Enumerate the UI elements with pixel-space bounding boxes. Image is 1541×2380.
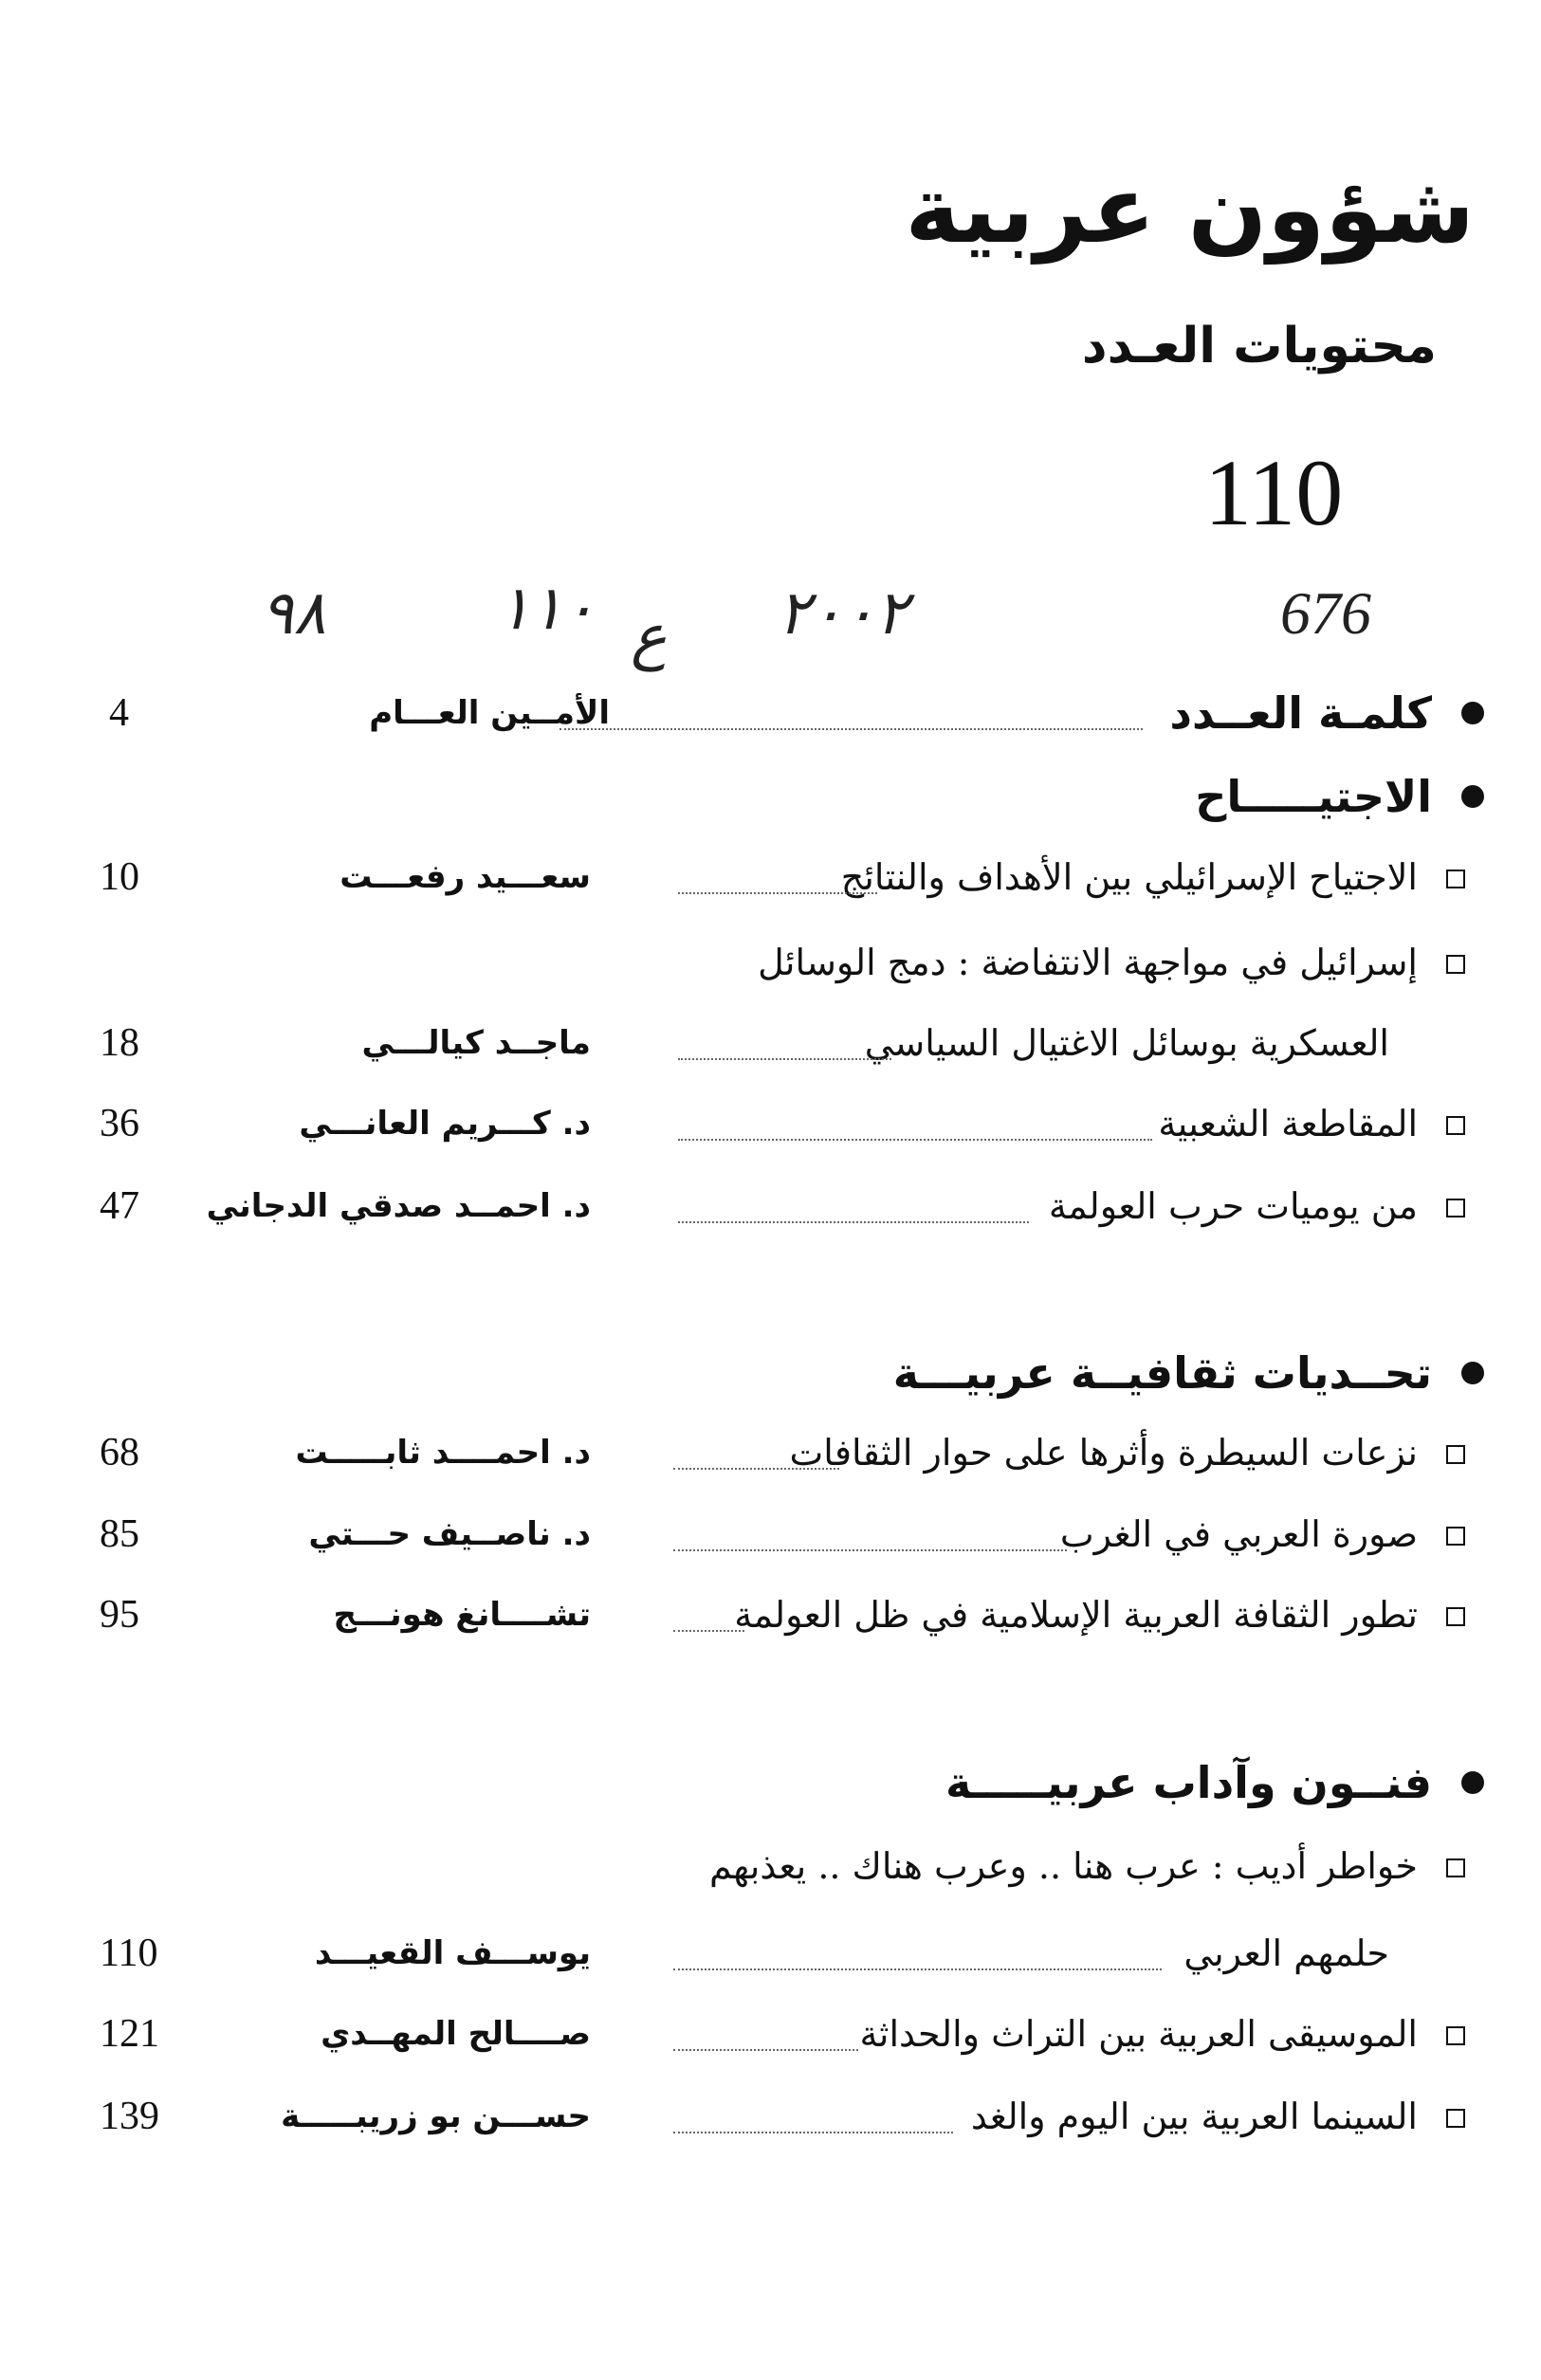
bullet-icon bbox=[1461, 702, 1484, 724]
checkbox-icon bbox=[1446, 2109, 1465, 2128]
toc-entry[interactable] bbox=[100, 1996, 1465, 2072]
leader-dots bbox=[678, 1221, 1029, 1223]
section-header-cultural-challenges bbox=[62, 1335, 1484, 1411]
section-header-issue-word bbox=[62, 675, 1484, 751]
section-title: تحــديات ثقافيــة عربيـــة bbox=[892, 1347, 1432, 1399]
checkbox-icon bbox=[1446, 1527, 1465, 1546]
entry-page-number: 10 bbox=[100, 855, 139, 899]
issue-number: 110 bbox=[1204, 440, 1344, 545]
handwritten-note-catalog: 676 bbox=[1280, 579, 1371, 647]
checkbox-icon bbox=[1446, 1199, 1465, 1217]
entry-title: تطور الثقافة العربية الإسلامية في ظل العولمة bbox=[734, 1594, 1418, 1636]
entry-title: نزعات السيطرة وأثرها على حوار الثقافات bbox=[789, 1432, 1418, 1474]
entry-page-number: 47 bbox=[100, 1184, 139, 1228]
entry-title: الموسيقى العربية بين التراث والحداثة bbox=[859, 2013, 1418, 2055]
leader-dots bbox=[678, 892, 877, 894]
leader-dots bbox=[673, 1549, 1067, 1551]
toc-entry[interactable] bbox=[100, 2078, 1465, 2154]
entry-author: د. ناصــيف حـــتي bbox=[308, 1515, 591, 1553]
checkbox-icon bbox=[1446, 1858, 1465, 1877]
checkbox-icon bbox=[1446, 1607, 1465, 1626]
entry-author: الأمــين العـــام bbox=[369, 694, 610, 732]
checkbox-icon bbox=[1446, 870, 1465, 888]
leader-dots bbox=[678, 1058, 891, 1060]
leader-dots bbox=[673, 2132, 953, 2133]
toc-entry[interactable] bbox=[100, 1086, 1465, 1162]
handwritten-note-number: ٩٨ bbox=[261, 579, 326, 647]
leader-dots bbox=[673, 2049, 858, 2051]
toc-entry[interactable] bbox=[100, 1496, 1465, 1572]
entry-title: من يوميات حرب العولمة bbox=[1048, 1185, 1418, 1227]
checkbox-icon bbox=[1446, 1445, 1465, 1464]
leader-dots bbox=[678, 1139, 1152, 1141]
entry-author: سعـــيد رفعـــت bbox=[339, 858, 591, 896]
section-header-arts-literature bbox=[62, 1745, 1484, 1821]
entry-page-number: 4 bbox=[109, 691, 129, 735]
entry-title-line1: خواطر أديب : عرب هنا .. وعرب هناك .. يعذبهم bbox=[709, 1845, 1418, 1887]
toc-entry[interactable] bbox=[100, 839, 1465, 915]
section-header-invasion bbox=[62, 759, 1484, 834]
entry-title-line2: العسكرية بوسائل الاغتيال السياسي bbox=[864, 1022, 1389, 1064]
toc-entry[interactable] bbox=[100, 925, 1465, 1000]
entry-page-number: 121 bbox=[100, 2012, 159, 2056]
entry-author: تشــــانغ هونـــج bbox=[333, 1596, 591, 1634]
section-title: الاجتيـــــاح bbox=[1195, 771, 1432, 822]
entry-title-line1: إسرائيل في مواجهة الانتفاضة : دمج الوسائل bbox=[758, 942, 1418, 983]
bullet-icon bbox=[1461, 1771, 1484, 1794]
leader-dots bbox=[673, 1968, 1162, 1970]
handwritten-note-issue-letter: ع bbox=[631, 603, 668, 670]
entry-title: صورة العربي في الغرب bbox=[1059, 1513, 1418, 1555]
toc-entry[interactable] bbox=[100, 1415, 1465, 1491]
checkbox-icon bbox=[1446, 2026, 1465, 2045]
entry-author: د. احمــــد ثابـــــت bbox=[295, 1434, 591, 1472]
entry-author: د. احمــد صدقي الدجاني bbox=[206, 1187, 591, 1225]
toc-entry-continuation[interactable] bbox=[100, 1005, 1465, 1081]
entry-title: الاجتياح الإسرائيلي بين الأهداف والنتائج bbox=[840, 856, 1418, 898]
checkbox-icon bbox=[1446, 1116, 1465, 1135]
entry-page-number: 85 bbox=[100, 1512, 139, 1556]
entry-author: حســـن بو زريبـــــة bbox=[281, 2097, 591, 2135]
leader-dots bbox=[673, 1468, 839, 1470]
entry-title: السينما العربية بين اليوم والغد bbox=[970, 2096, 1418, 2137]
entry-author: يوســـف القعيـــد bbox=[314, 1934, 591, 1972]
entry-title-line2: حلمهم العربي bbox=[1183, 1932, 1389, 1974]
entry-page-number: 18 bbox=[100, 1021, 139, 1065]
entry-page-number: 95 bbox=[100, 1593, 139, 1637]
entry-page-number: 110 bbox=[100, 1931, 158, 1975]
leader-dots bbox=[560, 728, 1143, 730]
entry-title: المقاطعة الشعبية bbox=[1158, 1103, 1418, 1144]
entry-page-number: 68 bbox=[100, 1431, 139, 1474]
magazine-title: شؤون عربية bbox=[905, 156, 1475, 265]
entry-author: صــــالح المهــدي bbox=[321, 2015, 591, 2053]
handwritten-note-year: ٢٠٠٢ bbox=[778, 579, 908, 647]
handwritten-note-issue: ١١٠ bbox=[498, 575, 596, 642]
toc-entry[interactable] bbox=[100, 1828, 1465, 1904]
section-title: كلمـة العــدد bbox=[1169, 687, 1432, 739]
entry-page-number: 139 bbox=[100, 2095, 159, 2138]
bullet-icon bbox=[1461, 785, 1484, 808]
bullet-icon bbox=[1461, 1362, 1484, 1384]
toc-entry-continuation[interactable] bbox=[100, 1915, 1465, 1991]
checkbox-icon bbox=[1446, 955, 1465, 974]
section-title: فنــون وآداب عربيـــــة bbox=[945, 1757, 1432, 1808]
entry-author: ماجــد كيالـــي bbox=[361, 1024, 591, 1062]
toc-entry[interactable] bbox=[100, 1168, 1465, 1244]
leader-dots bbox=[673, 1630, 744, 1632]
entry-author: د. كـــريم العانـــي bbox=[299, 1105, 591, 1143]
entry-page-number: 36 bbox=[100, 1102, 139, 1145]
toc-entry[interactable] bbox=[100, 1577, 1465, 1653]
contents-subtitle: محتويات العـدد bbox=[1081, 318, 1437, 375]
